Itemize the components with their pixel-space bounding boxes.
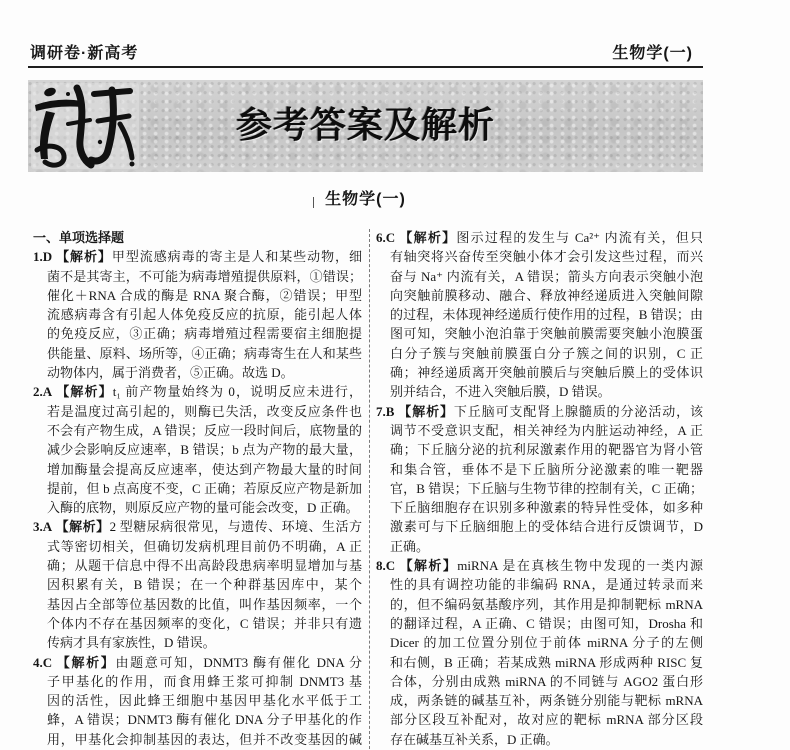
analysis-line: 奋与 Na⁺ 内流有关，A 错误；箭头方向表示突触小泡 <box>390 268 703 284</box>
section-heading: 一、单项选择题 <box>33 230 125 245</box>
answer-letter: D <box>42 249 53 265</box>
banner-title: 参考答案及解析 <box>235 105 495 146</box>
analysis-line: 合体，分别由成熟 miRNA 的不同链与 AGO2 蛋白形 <box>390 673 703 689</box>
analysis-line: 不会有产物生成，A 错误；反应一段时间后，底物量的 <box>47 422 362 438</box>
answer-item-8 <box>376 556 703 749</box>
analysis-line: 菌不是其寄主，不可能为病毒增殖提供原料，①错误； <box>47 268 362 284</box>
analysis-line: 蜂，A 错误；DNMT3 酶有催化 DNA 分子甲基化的作 <box>47 712 362 728</box>
answer-item-2 <box>33 382 362 517</box>
analysis-line: 子甲基化的作用，而食用蜂王浆可抑制 DNMT3 基 <box>47 673 362 689</box>
item-first-line <box>33 247 362 266</box>
question-number: 8. <box>376 558 386 574</box>
analysis-line: 因积累有关，B 错误；在一个种群基因库中，某个 <box>47 577 362 593</box>
item-first-line <box>376 402 703 421</box>
analysis-text: 甲型流感病毒的寄主是人和某些动物，细 <box>111 249 362 265</box>
answer-letter: B <box>385 403 395 419</box>
left-column <box>33 228 362 749</box>
question-number: 7. <box>376 403 386 419</box>
answer-item-4 <box>33 653 362 749</box>
analysis-line: 下丘脑细胞存在识别多种激素的特异性受体，如多种 <box>390 500 703 516</box>
answer-letter: C <box>385 230 396 245</box>
analysis-line: 个体内不存在基因频率的变化，C 错误；并非只有遗 <box>47 615 362 631</box>
question-number: 2. <box>33 384 43 400</box>
answer-letter: C <box>42 654 53 670</box>
analysis-tag: 【解析】 <box>55 385 113 401</box>
analysis-tag: 【解析】 <box>398 231 457 246</box>
analysis-line: 提前，但 b 点高度不变，C 正确；若原反应产物是新加 <box>47 480 362 496</box>
analysis-line: 有轴突将兴奋传至突触小体才会引发这些过程，而兴 <box>390 249 703 265</box>
page-header <box>28 36 703 68</box>
analysis-line: 部分区段互补配对，故对应的靶标 mRNA 部分区段 <box>390 712 703 728</box>
analysis-text: 由题意可知，DNMT3 酶有催化 DNA 分 <box>115 654 362 670</box>
analysis-line: 增加酶量会提高反应速率，使达到产物最大量的时间 <box>47 461 362 477</box>
right-column <box>376 228 703 749</box>
analysis-line: 动物体内，属于消费者，⑤正确。故选 D。 <box>47 365 294 381</box>
analysis-text: 图示过程的发生与 Ca²⁺ 内流有关，但只 <box>456 230 703 245</box>
analysis-line: 若是温度过高引起的，则酶已失活，改变反应条件也 <box>47 403 362 419</box>
answer-letter: A <box>42 519 53 535</box>
analysis-line: 成，两条链的碱基互补，两条链分别能与靶标 mRNA <box>390 693 703 709</box>
analysis-line: 传病才具有家族性，D 错误。 <box>47 635 216 651</box>
analysis-tag: 【解析】 <box>55 250 112 266</box>
analysis-line: 和集合管，垂体不是下丘脑所分泌激素的唯一靶器 <box>390 461 703 477</box>
answer-item-6 <box>376 228 703 402</box>
answer-item-3 <box>33 517 362 652</box>
analysis-line: 调节不受意识支配，相关神经为内脏运动神经，A 正 <box>390 422 703 438</box>
subject-title: 生物学(一) <box>612 45 693 62</box>
analysis-line: 的过程，未体现神经递质行使作用的过程，B 错误；由 <box>390 307 703 323</box>
analysis-line: 确；下丘脑分泌的抗利尿激素作用的靶器官为肾小管 <box>390 442 703 458</box>
answer-item-1 <box>33 247 362 382</box>
answer-letter: C <box>385 558 396 574</box>
analysis-line: 因的活性，因此蜂王细胞中基因甲基化水平低于工 <box>47 693 362 709</box>
analysis-line: 的翻译过程，A 正确、C 错误；由图可知，Drosha 和 <box>390 615 703 631</box>
analysis-line: 别并结合，不进入突触后膜，D 错误。 <box>390 384 611 400</box>
analysis-tag: 【解析】 <box>398 559 458 575</box>
analysis-text: t₁ 前产物量始终为 0，说明反应未进行， <box>112 384 362 400</box>
answer-item-7 <box>376 402 703 556</box>
analysis-line: 存在碱基互补关系，D 正确。 <box>390 731 559 747</box>
question-number: 4. <box>33 654 43 670</box>
item-first-line <box>376 556 703 575</box>
analysis-text: 下丘脑可支配肾上腺髓质的分泌活动，该 <box>453 403 703 419</box>
analysis-line: 用，甲基化会抑制基因的表达，但并不改变基因的碱 <box>47 731 362 747</box>
analysis-line: 官，B 错误；下丘脑与生物节律的控制有关，C 正确； <box>390 480 703 496</box>
analysis-line: 减少会影响反应速率，B 错误；b 点为产物的最大量， <box>47 442 362 458</box>
analysis-line: 供能量、原料、场所等，④正确；病毒寄生在人和某些 <box>47 345 362 361</box>
item-first-line <box>33 382 362 401</box>
series-title: 调研卷·新高考 <box>30 45 139 62</box>
analysis-line: 的，但不编码氨基酸序列，其作用是抑制靶标 mRNA <box>390 596 703 612</box>
analysis-line: 激素可与下丘脑细胞上的受体结合进行反馈调节，D <box>390 519 703 535</box>
analysis-line: 式等密切相关，但确切发病机理目前仍不明确，A 正 <box>47 538 362 554</box>
analysis-line: 和右侧，B 正确；若某成熟 miRNA 形成两种 RISC 复 <box>390 654 703 670</box>
item-first-line <box>33 653 362 672</box>
column-divider <box>369 229 370 749</box>
analysis-line: 图可知，突触小泡泊靠于突触前膜需要突触小泡膜蛋 <box>390 326 703 342</box>
analysis-line: 正确。 <box>390 538 430 554</box>
analysis-text: miRNA 是在真核生物中发现的一类内源 <box>457 558 703 574</box>
analysis-line: 入酶的底物，则原反应产物的量可能会改变，D 正确。 <box>47 500 359 516</box>
analysis-line: 性的具有调控功能的非编码 RNA，是通过转录而来 <box>390 577 703 593</box>
analysis-tag: 【解析】 <box>55 655 116 671</box>
question-number: 6. <box>376 230 386 245</box>
analysis-line: Dicer 的加工位置分别位于前体 miRNA 分子的左侧 <box>390 635 703 651</box>
analysis-text: 2 型糖尿病很常见，与遗传、环境、生活方 <box>109 519 362 535</box>
answer-letter: A <box>42 384 53 400</box>
analysis-line: 向突触前膜移动、融合、释放神经递质进入突触间隙 <box>390 287 703 303</box>
analysis-line: 确；从题干信息中得不出高龄段患病率明显增加与基 <box>47 558 362 574</box>
analysis-tag: 【解析】 <box>55 520 110 536</box>
analysis-line: 白分子簇与突触前膜蛋白分子簇之间的识别，C 正 <box>390 345 703 361</box>
analysis-tag: 【解析】 <box>397 404 454 420</box>
analysis-line: 基因占全部等位基因数的比值，叫作基因频率，一个 <box>47 596 362 612</box>
question-number: 3. <box>33 519 43 535</box>
analysis-line: 的免疫反应，③正确；病毒增殖过程需要宿主细胞提 <box>47 326 362 342</box>
analysis-line: 催化＋RNA 合成的酶是 RNA 聚合酶，②错误；甲型 <box>47 287 362 303</box>
section-subtitle: 生物学(一) <box>325 191 406 208</box>
analysis-line: 流感病毒含有引起人体免疫反应的抗原，能引起人体 <box>47 307 362 323</box>
analysis-line: 确；神经递质离开突触前膜后与突触后膜上的受体识 <box>390 365 703 381</box>
question-number: 1. <box>33 249 43 265</box>
title-banner <box>28 80 703 172</box>
item-first-line <box>376 228 703 247</box>
item-first-line <box>33 517 362 536</box>
